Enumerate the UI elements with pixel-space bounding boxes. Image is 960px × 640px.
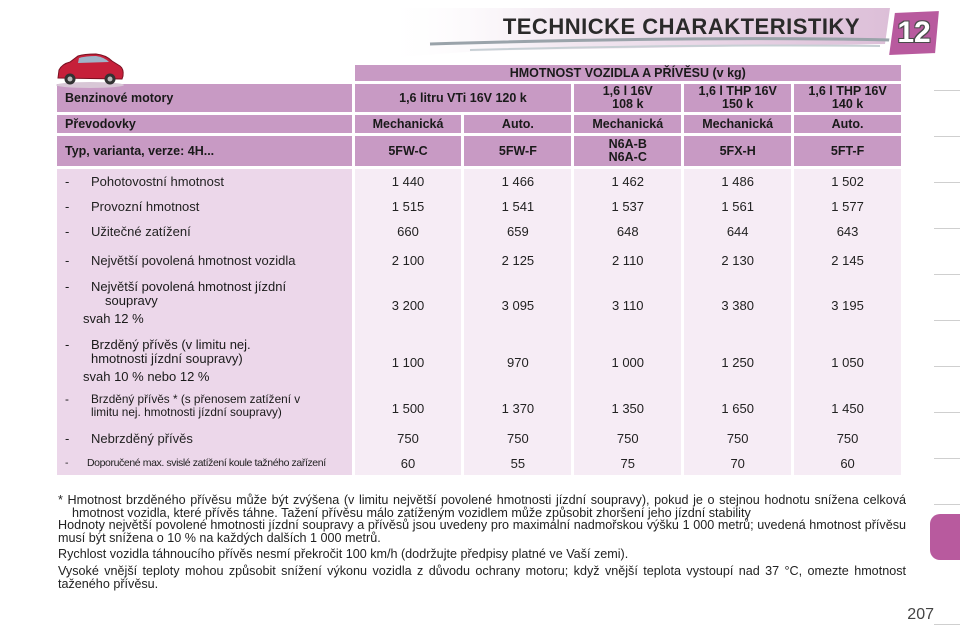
table-row-label: - Největší povolená hmotnost vozidla [65,252,296,268]
engine-col-1: 1,6 litru VTi 16V 120 k [355,84,572,112]
table-row-label: - Užitečné zatížení [65,224,191,239]
page-title: TECHNICKE CHARAKTERISTIKY [502,14,860,39]
row-labels-column [57,169,352,475]
gearbox-cell: Auto. [794,115,901,133]
chapter-number: 12 [897,16,931,49]
table-row-label: - Provozní hmotnost [65,199,200,214]
type-cell: N6A-B N6A-C [574,136,681,166]
page-number: 207 [907,606,934,623]
values-column: 1 502 1 577 643 2 145 3 195 1 050 1 450 750 60 [794,169,901,475]
note-paragraph: Rychlost vozidla táhnoucího přívěs nesmí překročit 100 km/h (dodržujte předpisy platné ve Vaší zemi). [58,547,629,562]
table-row-label: - Největší povolená hmotnost jízdní soupravy svah 12 % [65,279,287,326]
type-cell: 5FW-C [355,136,462,166]
car-icon [54,52,126,88]
active-chapter-tab[interactable] [930,514,960,560]
gearbox-cell: Mechanická [355,115,462,133]
footnote: * Hmotnost brzděného přívěsu může být zvýšena (v limitu největší povolené hmotnosti jízdní soupravy), pokud je o stejnou hodnotu snížena celková hmotnost vozidla, které přívěs táhne. Tažení přívěsu málo zatíženým vozidlem může způsobit zhoršení jeho jízdní stability [58,493,906,520]
table-row-label: - Doporučené max. svislé zatížení koule tažného zařízení [65,457,326,469]
type-label: Typ, varianta, verze: 4H... [57,136,352,166]
values-column: 1 466 1 541 659 2 125 3 095 970 1 370 750 55 [464,169,571,475]
table-row-label: - Nebrzděný přívěs [65,431,193,446]
gearbox-cell: Mechanická [574,115,681,133]
type-cell: 5FT-F [794,136,901,166]
engine-col-2: 1,6 l 16V 108 k [574,84,681,112]
engine-col-4: 1,6 l THP 16V 140 k [794,84,901,112]
note-paragraph: Vysoké vnější teploty mohou způsobit snížení výkonu vozidla z důvodu ochrany motoru; když vnější teplota vystoupí nad 37 °C, omezte hmotnost taženého přívěsu. [58,563,906,591]
gearbox-cell: Mechanická [684,115,791,133]
table-row-label: - Brzděný přívěs * (s přenosem zatížení v limitu nej. hmotnosti jízdní soupravy) [65,392,301,419]
table-title: HMOTNOST VOZIDLA A PŘÍVĚSU (v kg) [355,65,901,81]
gearbox-cell: Auto. [464,115,571,133]
table-row-label: - Brzděný přívěs (v limitu nej. hmotnosti jízdní soupravy) svah 10 % nebo 12 % [65,337,251,384]
values-column: 1 486 1 561 644 2 130 3 380 1 250 1 650 750 70 [684,169,791,475]
engine-col-3: 1,6 l THP 16V 150 k [684,84,791,112]
table-row-label: - Pohotovostní hmotnost [65,174,224,189]
values-column: 1 462 1 537 648 2 110 3 110 1 000 1 350 750 75 [574,169,681,475]
spec-table [54,62,904,478]
note-paragraph: Hodnoty největší povolené hmotnosti jízdní soupravy a přívěsů jsou uvedeny pro maximální nadmořskou výšku 1 000 metrů; uvedená hmotnost přívěsu musí být snížena o 10 % na každých dalších 1 000 metrů. [58,518,906,545]
values-column: 1 440 1 515 660 2 100 3 200 1 100 1 500 750 60 [355,169,462,475]
type-cell: 5FW-F [464,136,571,166]
notes-section [58,494,906,590]
type-cell: 5FX-H [684,136,791,166]
engines-label: Benzinové motory [57,84,352,112]
gearbox-label: Převodovky [57,115,352,133]
